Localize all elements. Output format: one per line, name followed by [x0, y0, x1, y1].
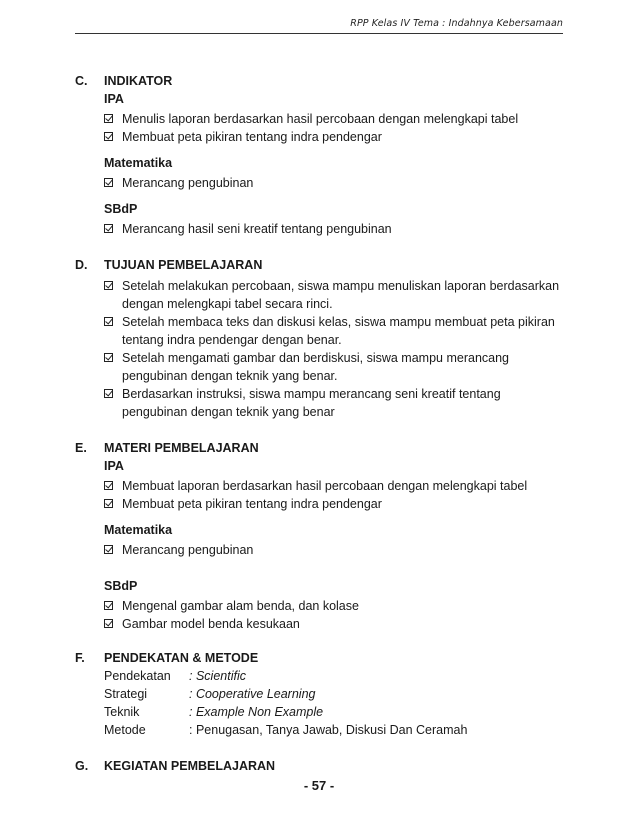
checkbox-icon — [104, 619, 113, 628]
checklist-item: Membuat laporan berdasarkan hasil percobaan dengan melengkapi tabel — [104, 477, 565, 495]
section-c — [75, 72, 565, 238]
subject-ipa-label: IPA — [104, 459, 124, 473]
checklist-item: Merancang hasil seni kreatif tentang pengubinan — [104, 220, 565, 238]
section-letter: F. — [75, 651, 85, 665]
checkbox-icon — [104, 481, 113, 490]
checklist-item: Mengenal gambar alam benda, dan kolase — [104, 597, 565, 615]
checklist-item: Gambar model benda kesukaan — [104, 615, 565, 633]
checklist-item: Menulis laporan berdasarkan hasil percobaan dengan melengkapi tabel — [104, 110, 565, 128]
section-f — [75, 649, 565, 739]
checklist-item: Setelah membaca teks dan diskusi kelas, siswa mampu membuat peta pikiran tentang indra pendengar dengan benar. — [104, 313, 565, 349]
running-header: RPP Kelas IV Tema : Indahnya Kebersamaan — [350, 18, 563, 29]
method-row: Metode : Penugasan, Tanya Jawab, Diskusi Dan Ceramah — [104, 721, 565, 739]
checklist-item: Setelah mengamati gambar dan berdiskusi, siswa mampu merancang pengubinan dengan teknik yang benar. — [104, 349, 565, 385]
section-letter: G. — [75, 759, 89, 773]
checklist-item: Berdasarkan instruksi, siswa mampu merancang seni kreatif tentang pengubinan dengan teknik yang benar — [104, 385, 565, 421]
header-rule — [75, 33, 563, 34]
section-title: INDIKATOR — [104, 74, 173, 88]
subject-matematika-label: Matematika — [104, 156, 173, 170]
section-title: PENDEKATAN & METODE — [104, 651, 259, 665]
checkbox-icon — [104, 317, 113, 326]
section-g — [75, 757, 565, 775]
subject-matematika-label: Matematika — [104, 523, 173, 537]
subject-ipa-label: IPA — [104, 92, 124, 106]
checklist-item: Merancang pengubinan — [104, 174, 565, 192]
subject-sbdp-label: SBdP — [104, 579, 138, 593]
section-title: KEGIATAN PEMBELAJARAN — [104, 759, 276, 773]
checklist-item: Merancang pengubinan — [104, 541, 565, 559]
checkbox-icon — [104, 178, 113, 187]
section-letter: E. — [75, 441, 87, 455]
checkbox-icon — [104, 132, 113, 141]
checkbox-icon — [104, 389, 113, 398]
method-row: Teknik : Example Non Example — [104, 703, 565, 721]
section-title: TUJUAN PEMBELAJARAN — [104, 258, 263, 272]
section-letter: C. — [75, 74, 88, 88]
section-e — [75, 439, 565, 633]
checkbox-icon — [104, 281, 113, 290]
checkbox-icon — [104, 114, 113, 123]
section-title: MATERI PEMBELAJARAN — [104, 441, 259, 455]
method-row: Strategi : Cooperative Learning — [104, 685, 565, 703]
page-content — [75, 72, 565, 775]
subject-sbdp-label: SBdP — [104, 202, 138, 216]
section-letter: D. — [75, 258, 88, 272]
page-number: - 57 - — [303, 778, 335, 793]
checkbox-icon — [104, 499, 113, 508]
checklist-item: Membuat peta pikiran tentang indra pendengar — [104, 128, 565, 146]
checkbox-icon — [104, 601, 113, 610]
checkbox-icon — [104, 224, 113, 233]
checkbox-icon — [104, 545, 113, 554]
checkbox-icon — [104, 353, 113, 362]
checklist-item: Setelah melakukan percobaan, siswa mampu menuliskan laporan berdasarkan dengan melengkapi tabel secara rinci. — [104, 277, 565, 313]
checklist-item: Membuat peta pikiran tentang indra pendengar — [104, 495, 565, 513]
section-d — [75, 256, 565, 421]
method-row: Pendekatan : Scientific — [104, 667, 565, 685]
